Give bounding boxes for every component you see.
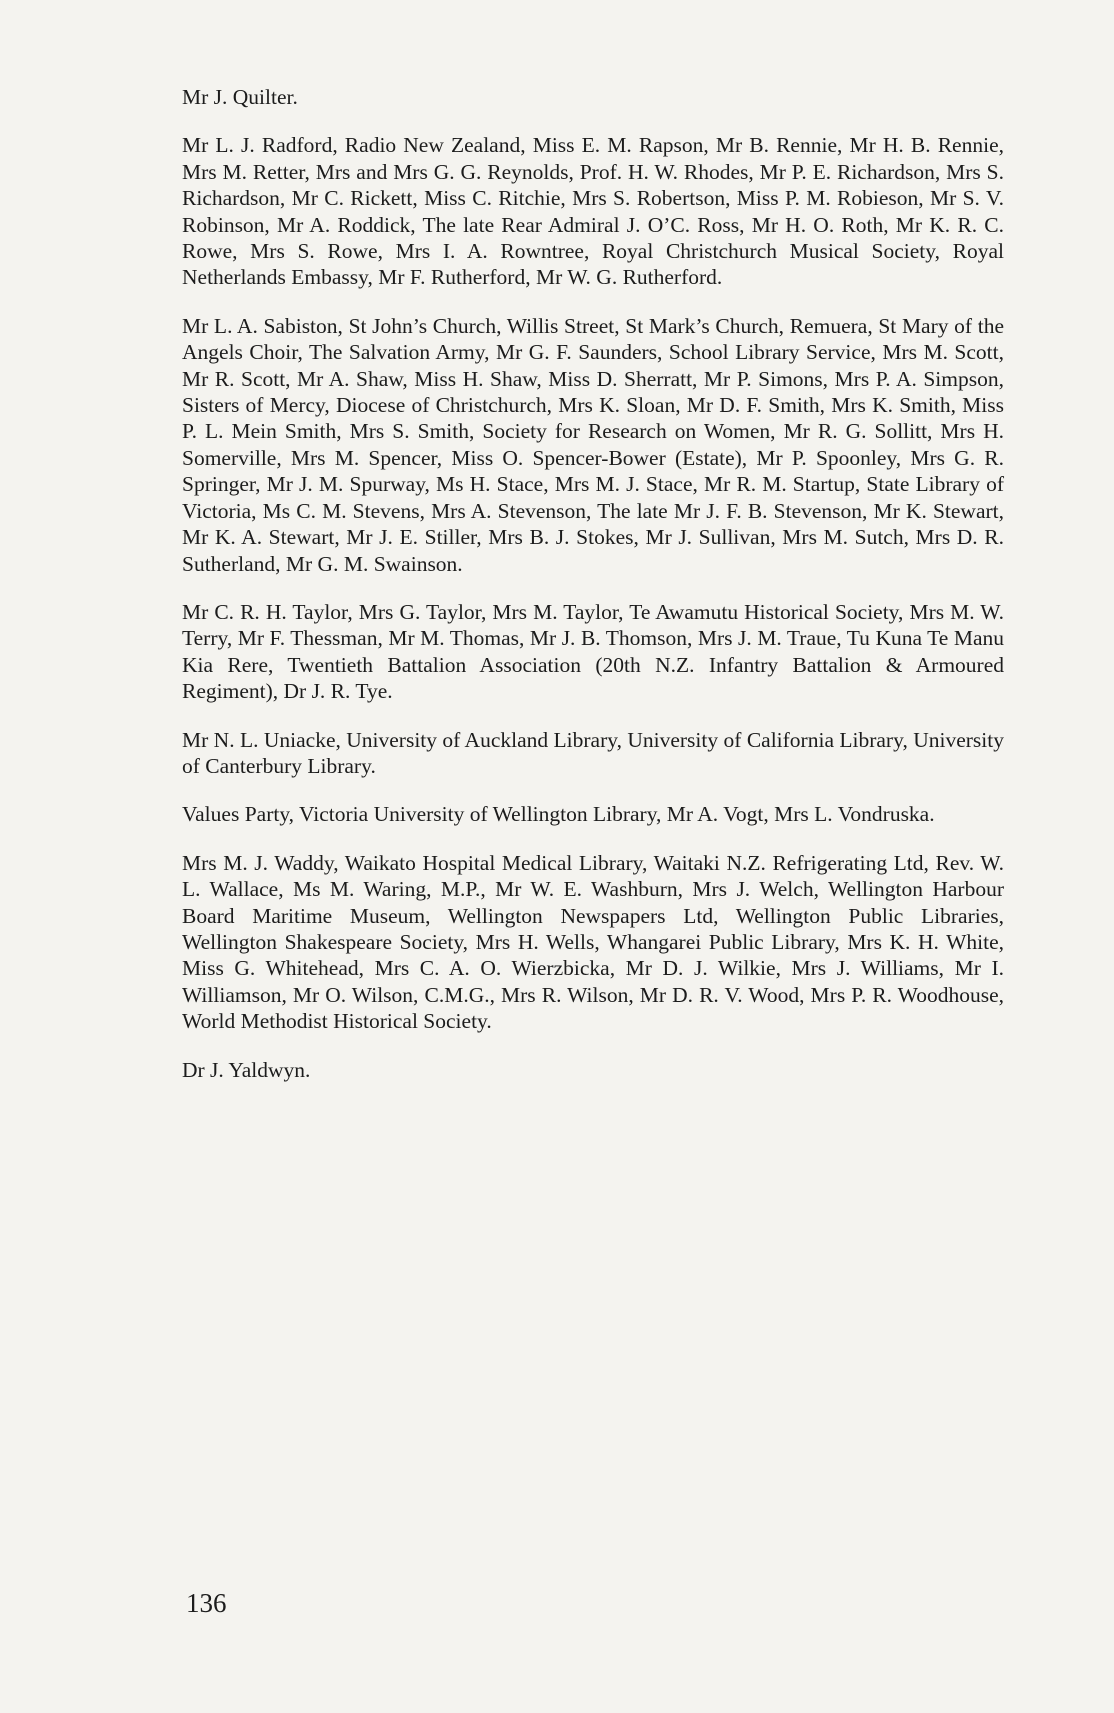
paragraph-s: Mr L. A. Sabiston, St John’s Church, Willis Street, St Mark’s Church, Remuera, St Mary of the Angels Choir, The Salvation Army, Mr G. F. Saunders, School Library Service, Mrs M. Scott, Mr R. Scott, Mr A. Shaw, Miss H. Shaw, Miss D. Sherratt, Mr P. Simons, Mrs P. A. Simpson, Sisters of Mercy, Diocese of Christchurch, Mrs K. Sloan, Mr D. F. Smith, Mrs K. Smith, Miss P. L. Mein Smith, Mrs S. Smith, Society for Research on Women, Mr R. G. Sollitt, Mrs H. Somerville, Mrs M. Spencer, Miss O. Spencer-Bower (Estate), Mr P. Spoonley, Mrs G. R. Springer, Mr J. M. Spurway, Ms H. Stace, Mrs M. J. Stace, Mr R. M. Startup, State Library of Victoria, Ms C. M. Stevens, Mrs A. Stevenson, The late Mr J. F. B. Stevenson, Mr K. Stewart, Mr K. A. Stewart, Mr J. E. Stiller, Mrs B. J. Stokes, Mr J. Sullivan, Mrs M. Sutch, Mrs D. R. Sutherland, Mr G. M. Swainson. xyxy=(182,313,1004,576)
paragraph-t: Mr C. R. H. Taylor, Mrs G. Taylor, Mrs M. Taylor, Te Awamutu Historical Society, Mrs M. W. Terry, Mr F. Thessman, Mr M. Thomas, Mr J. B. Thomson, Mrs J. M. Traue, Tu Kuna Te Manu Kia Rere, Twentieth Battalion Association (20th N.Z. Infantry Battalion & Armoured Regiment), Dr J. R. Tye. xyxy=(182,599,1004,704)
acknowledgements-list xyxy=(182,84,1004,1105)
paragraph-w: Mrs M. J. Waddy, Waikato Hospital Medical Library, Waitaki N.Z. Refrigerating Ltd, Rev. W. L. Wallace, Ms M. Waring, M.P., Mr W. E. Washburn, Mrs J. Welch, Wellington Harbour Board Maritime Museum, Wellington Newspapers Ltd, Wellington Public Libraries, Wellington Shakespeare Society, Mrs H. Wells, Whangarei Public Library, Mrs K. H. White, Miss G. Whitehead, Mrs C. A. O. Wierzbicka, Mr D. J. Wilkie, Mrs J. Williams, Mr I. Williamson, Mr O. Wilson, C.M.G., Mrs R. Wilson, Mr D. R. V. Wood, Mrs P. R. Woodhouse, World Methodist Historical Society. xyxy=(182,850,1004,1034)
page-number: 136 xyxy=(186,1588,227,1618)
paragraph-r: Mr L. J. Radford, Radio New Zealand, Miss E. M. Rapson, Mr B. Rennie, Mr H. B. Rennie, Mrs M. Retter, Mrs and Mrs G. G. Reynolds, Prof. H. W. Rhodes, Mr P. E. Richardson, Mrs S. Richardson, Mr C. Rickett, Miss C. Ritchie, Mrs S. Robertson, Miss P. M. Robieson, Mr S. V. Robinson, Mr A. Roddick, The late Rear Admiral J. O’C. Ross, Mr H. O. Roth, Mr K. R. C. Rowe, Mrs S. Rowe, Mrs I. A. Rowntree, Royal Christchurch Musical Society, Royal Netherlands Embassy, Mr F. Rutherford, Mr W. G. Rutherford. xyxy=(182,133,1004,290)
paragraph-y: Dr J. Yaldwyn. xyxy=(182,1057,311,1082)
paragraph-u: Mr N. L. Uniacke, University of Auckland Library, University of California Library, University of Canterbury Library. xyxy=(182,727,1004,778)
paragraph-q: Mr J. Quilter. xyxy=(182,85,298,109)
paragraph-v: Values Party, Victoria University of Wellington Library, Mr A. Vogt, Mrs L. Vondruska. xyxy=(182,802,935,827)
